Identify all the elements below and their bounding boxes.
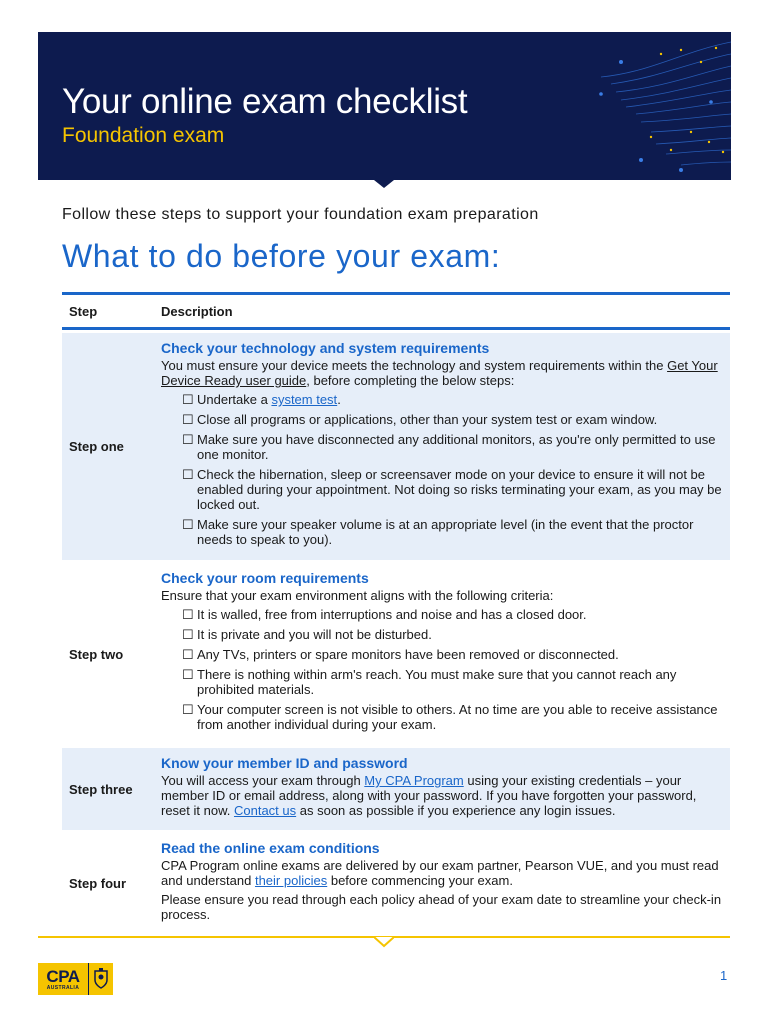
logo-wordmark bbox=[38, 963, 88, 995]
system-test-link[interactable]: system test bbox=[271, 392, 338, 407]
step-paragraph: Ensure that your exam environment aligns with the following criteria: bbox=[161, 588, 554, 603]
intro-text: Follow these steps to support your foundation exam preparation bbox=[62, 206, 539, 223]
step-title: Know your member ID and password bbox=[161, 755, 408, 771]
banner-notch bbox=[374, 180, 394, 188]
checklist-item[interactable]: ☐ Your computer screen is not visible to others. At no time are you able to receive assistance from another individual during your exam. bbox=[182, 702, 722, 732]
steps-table bbox=[62, 292, 730, 934]
step-description bbox=[161, 563, 730, 745]
step-title: Check your room requirements bbox=[161, 570, 369, 586]
text-span: CPA Program online exams are delivered by our exam partner, Pearson VUE, and you must read and understand bbox=[161, 858, 719, 888]
step-label: Step three bbox=[69, 781, 133, 797]
logo-sub-text: AUSTRALIA bbox=[46, 984, 80, 991]
cpa-australia-logo bbox=[38, 963, 113, 995]
step-label: Step four bbox=[69, 876, 127, 891]
document-title: Your online exam checklist bbox=[62, 82, 468, 121]
checklist-item[interactable]: ☐ It is walled, free from interruptions and noise and has a closed door. bbox=[182, 607, 722, 622]
step-paragraph bbox=[161, 358, 722, 388]
step-paragraph bbox=[161, 858, 722, 888]
page-number: 1 bbox=[720, 968, 728, 983]
text-span: before commencing your exam. bbox=[327, 873, 513, 888]
checklist bbox=[161, 392, 722, 547]
checklist-item[interactable]: ☐ It is private and you will not be disturbed. bbox=[182, 627, 722, 642]
checklist-item[interactable]: ☐ There is nothing within arm's reach. You must make sure that you cannot reach any prohibited materials. bbox=[182, 667, 722, 697]
column-header-step: Step bbox=[69, 303, 98, 319]
checklist-item[interactable]: ☐ Any TVs, printers or spare monitors have been removed or disconnected. bbox=[182, 647, 722, 662]
checklist-item[interactable]: ☐ Make sure you have disconnected any additional monitors, as you're only permitted to use one monitor. bbox=[182, 432, 722, 462]
checklist bbox=[161, 607, 722, 732]
decorative-light-streaks bbox=[541, 32, 731, 180]
text-span: You will access your exam through bbox=[161, 773, 365, 788]
document-subtitle: Foundation exam bbox=[62, 124, 225, 147]
footer-notch-icon bbox=[374, 935, 394, 949]
checklist-item[interactable]: ☐ Check the hibernation, sleep or screensaver mode on your device to ensure it will not be enabled during your appointment. Not doing so risks terminating your exam, as you may be locked out. bbox=[182, 467, 722, 512]
step-title: Read the online exam conditions bbox=[161, 840, 380, 856]
step-paragraph: Please ensure you read through each policy ahead of your exam date to streamline your check-in process. bbox=[161, 892, 722, 922]
header-banner bbox=[38, 32, 731, 180]
text-span: , before completing the below steps: bbox=[306, 373, 515, 388]
text-span: You must ensure your device meets the technology and system requirements within the bbox=[161, 358, 668, 373]
column-header-description: Description bbox=[161, 303, 233, 319]
text-span: . bbox=[337, 392, 341, 407]
table-row bbox=[62, 833, 730, 934]
section-heading: What to do before your exam: bbox=[62, 238, 501, 274]
checklist-item[interactable]: ☐ Close all programs or applications, other than your system test or exam window. bbox=[182, 412, 722, 427]
crest-icon bbox=[88, 963, 113, 995]
checklist-item[interactable] bbox=[182, 392, 722, 407]
step-description bbox=[161, 333, 730, 560]
device-ready-guide-link[interactable]: Get Your Device Ready user guide bbox=[161, 358, 718, 388]
step-description bbox=[161, 833, 730, 934]
step-label: Step one bbox=[69, 439, 124, 454]
table-row bbox=[62, 333, 730, 560]
text-span: Undertake a bbox=[197, 392, 272, 407]
table-row bbox=[62, 563, 730, 745]
table-header bbox=[62, 292, 730, 330]
text-span: as soon as possible if you experience any login issues. bbox=[296, 803, 616, 818]
their-policies-link[interactable]: their policies bbox=[254, 873, 328, 888]
text-span: using your existing credentials – your member ID or email address, along with your password. If you have forgotten your password, reset it now. bbox=[161, 773, 697, 818]
step-description bbox=[161, 748, 730, 830]
step-paragraph bbox=[161, 773, 722, 818]
logo-main-text: CPA bbox=[46, 966, 80, 986]
step-label: Step two bbox=[69, 646, 124, 662]
step-title: Check your technology and system requirements bbox=[161, 340, 490, 356]
table-row bbox=[62, 748, 730, 830]
contact-us-link[interactable]: Contact us bbox=[233, 803, 297, 818]
my-cpa-program-link[interactable]: My CPA Program bbox=[364, 773, 464, 788]
checklist-item[interactable]: ☐ Make sure your speaker volume is at an appropriate level (in the event that the proctor needs to speak to you). bbox=[182, 517, 722, 547]
